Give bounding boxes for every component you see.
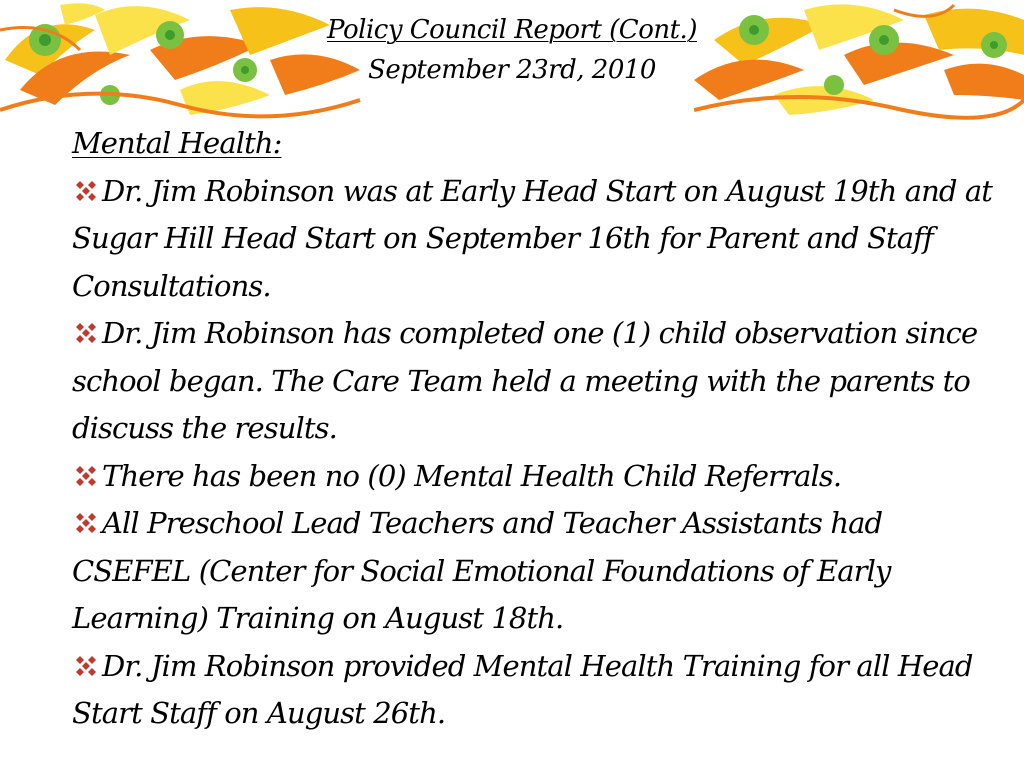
slide-title xyxy=(0,10,1024,90)
report-date: September 23rd, 2010 xyxy=(368,55,656,85)
section-heading: Mental Health: xyxy=(72,126,282,160)
list-item xyxy=(72,310,992,453)
diamond-bullet-icon xyxy=(72,180,100,202)
list-item xyxy=(72,643,992,738)
bullet-text: Dr. Jim Robinson provided Mental Health Training for all Head Start Staff on August 26th. xyxy=(72,648,973,730)
diamond-bullet-icon xyxy=(72,465,100,487)
bullet-text: There has been no (0) Mental Health Child Referrals. xyxy=(102,458,842,493)
bullet-text: Dr. Jim Robinson was at Early Head Start on August 19th and at Sugar Hill Head Start on September 16th for Parent and Staff Consultations. xyxy=(72,173,992,303)
diamond-bullet-icon xyxy=(72,655,100,677)
list-item xyxy=(72,453,992,501)
diamond-bullet-icon xyxy=(72,512,100,534)
bullet-text: All Preschool Lead Teachers and Teacher Assistants had CSEFEL (Center for Social Emotional Foundations of Early Learning) Training on August 18th. xyxy=(72,506,891,635)
list-item xyxy=(72,168,992,311)
list-item xyxy=(72,500,992,643)
bullet-text: Dr. Jim Robinson has completed one (1) child observation since school began. The Care Team held a meeting with the parents to discuss the results. xyxy=(72,316,978,445)
content-body xyxy=(72,120,992,738)
report-title: Policy Council Report (Cont.) xyxy=(327,15,697,45)
diamond-bullet-icon xyxy=(72,322,100,344)
